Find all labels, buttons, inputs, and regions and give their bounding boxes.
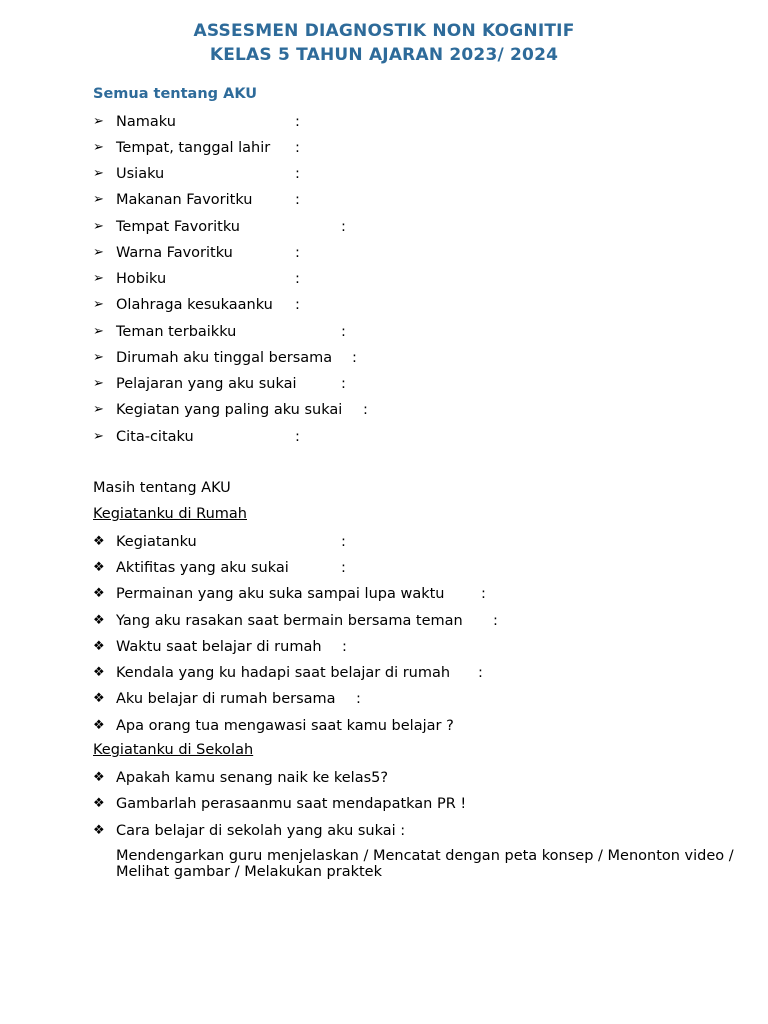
subsection-heading-kegiatanku-di-rumah: Kegiatanku di Rumah <box>93 506 247 522</box>
item-label: Usiaku <box>116 166 165 182</box>
item-label: Makanan Favoritku <box>116 192 253 208</box>
item-colon: : <box>295 192 300 208</box>
item-colon: : <box>295 245 300 261</box>
item-label: Dirumah aku tinggal bersama <box>116 350 333 366</box>
item-colon: : <box>341 560 346 576</box>
item-label: Yang aku rasakan saat bermain bersama teman <box>116 613 463 629</box>
arrow-bullet-icon: ➢ <box>93 350 104 365</box>
item-colon: : <box>295 429 300 445</box>
item-colon: : <box>341 324 346 340</box>
item-label: Teman terbaikku <box>116 324 237 340</box>
arrow-bullet-icon: ➢ <box>93 219 104 234</box>
page-title-line-2: KELAS 5 TAHUN AJARAN 2023/ 2024 <box>209 45 559 65</box>
item-label: Aku belajar di rumah bersama <box>116 691 336 707</box>
arrow-bullet-icon: ➢ <box>93 402 104 417</box>
item-label: Kendala yang ku hadapi saat belajar di rumah <box>116 665 451 681</box>
diamond-bullet-icon: ❖ <box>93 639 105 654</box>
section-heading-masih-tentang-aku: Masih tentang AKU <box>93 480 231 496</box>
diamond-bullet-icon: ❖ <box>93 586 105 601</box>
item-colon: : <box>295 114 300 130</box>
item-label: Olahraga kesukaanku <box>116 297 273 313</box>
item-label: Warna Favoritku <box>116 245 233 261</box>
item-colon: : <box>295 297 300 313</box>
item-label: Permainan yang aku suka sampai lupa waktu <box>116 586 445 602</box>
item-label: Kegiatan yang paling aku sukai <box>116 402 343 418</box>
item-colon: : <box>295 271 300 287</box>
diamond-bullet-icon: ❖ <box>93 534 105 549</box>
item-label: Apakah kamu senang naik ke kelas5? <box>116 770 389 786</box>
arrow-bullet-icon: ➢ <box>93 245 104 260</box>
item-colon: : <box>295 166 300 182</box>
item-label: Gambarlah perasaanmu saat mendapatkan PR ! <box>116 796 467 812</box>
section-heading-semua-tentang-aku: Semua tentang AKU <box>93 86 258 102</box>
arrow-bullet-icon: ➢ <box>93 140 104 155</box>
item-colon: : <box>341 534 346 550</box>
item-label: Cita-citaku <box>116 429 194 445</box>
item-colon: : <box>363 402 368 418</box>
item-colon: : <box>341 219 346 235</box>
arrow-bullet-icon: ➢ <box>93 376 104 391</box>
arrow-bullet-icon: ➢ <box>93 192 104 207</box>
diamond-bullet-icon: ❖ <box>93 796 105 811</box>
item-label: Namaku <box>116 114 176 130</box>
diamond-bullet-icon: ❖ <box>93 718 105 733</box>
item-label: Aktifitas yang aku sukai <box>116 560 289 576</box>
subsection-heading-kegiatanku-di-sekolah: Kegiatanku di Sekolah <box>93 742 254 758</box>
item-colon: : <box>356 691 361 707</box>
arrow-bullet-icon: ➢ <box>93 324 104 339</box>
diamond-bullet-icon: ❖ <box>93 613 105 628</box>
item-label: Tempat Favoritku <box>116 219 240 235</box>
arrow-bullet-icon: ➢ <box>93 114 104 129</box>
item-colon: : <box>493 613 498 629</box>
arrow-bullet-icon: ➢ <box>93 429 104 444</box>
diamond-bullet-icon: ❖ <box>93 665 105 680</box>
arrow-bullet-icon: ➢ <box>93 297 104 312</box>
item-colon: : <box>478 665 483 681</box>
item-colon: : <box>342 639 347 655</box>
item-colon: : <box>295 140 300 156</box>
diamond-bullet-icon: ❖ <box>93 823 105 838</box>
page-title-line-1: ASSESMEN DIAGNOSTIK NON KOGNITIF <box>193 21 575 41</box>
diamond-bullet-icon: ❖ <box>93 560 105 575</box>
arrow-bullet-icon: ➢ <box>93 166 104 181</box>
item-label: Kegiatanku <box>116 534 197 550</box>
item-colon: : <box>341 376 346 392</box>
item-label: Pelajaran yang aku sukai <box>116 376 297 392</box>
diamond-bullet-icon: ❖ <box>93 691 105 706</box>
item-label: Hobiku <box>116 271 167 287</box>
item-label: Apa orang tua mengawasi saat kamu belajar ? <box>116 718 454 734</box>
item-label: Waktu saat belajar di rumah <box>116 639 322 655</box>
arrow-bullet-icon: ➢ <box>93 271 104 286</box>
item-colon: : <box>481 586 486 602</box>
item-colon: : <box>352 350 357 366</box>
item-label: Cara belajar di sekolah yang aku sukai : <box>116 823 406 839</box>
learning-style-options: Mendengarkan guru menjelaskan / Mencatat dengan peta konsep / Menonton video / Melihat gambar / Melakukan praktek <box>116 848 734 880</box>
item-label: Tempat, tanggal lahir <box>116 140 271 156</box>
diamond-bullet-icon: ❖ <box>93 770 105 785</box>
